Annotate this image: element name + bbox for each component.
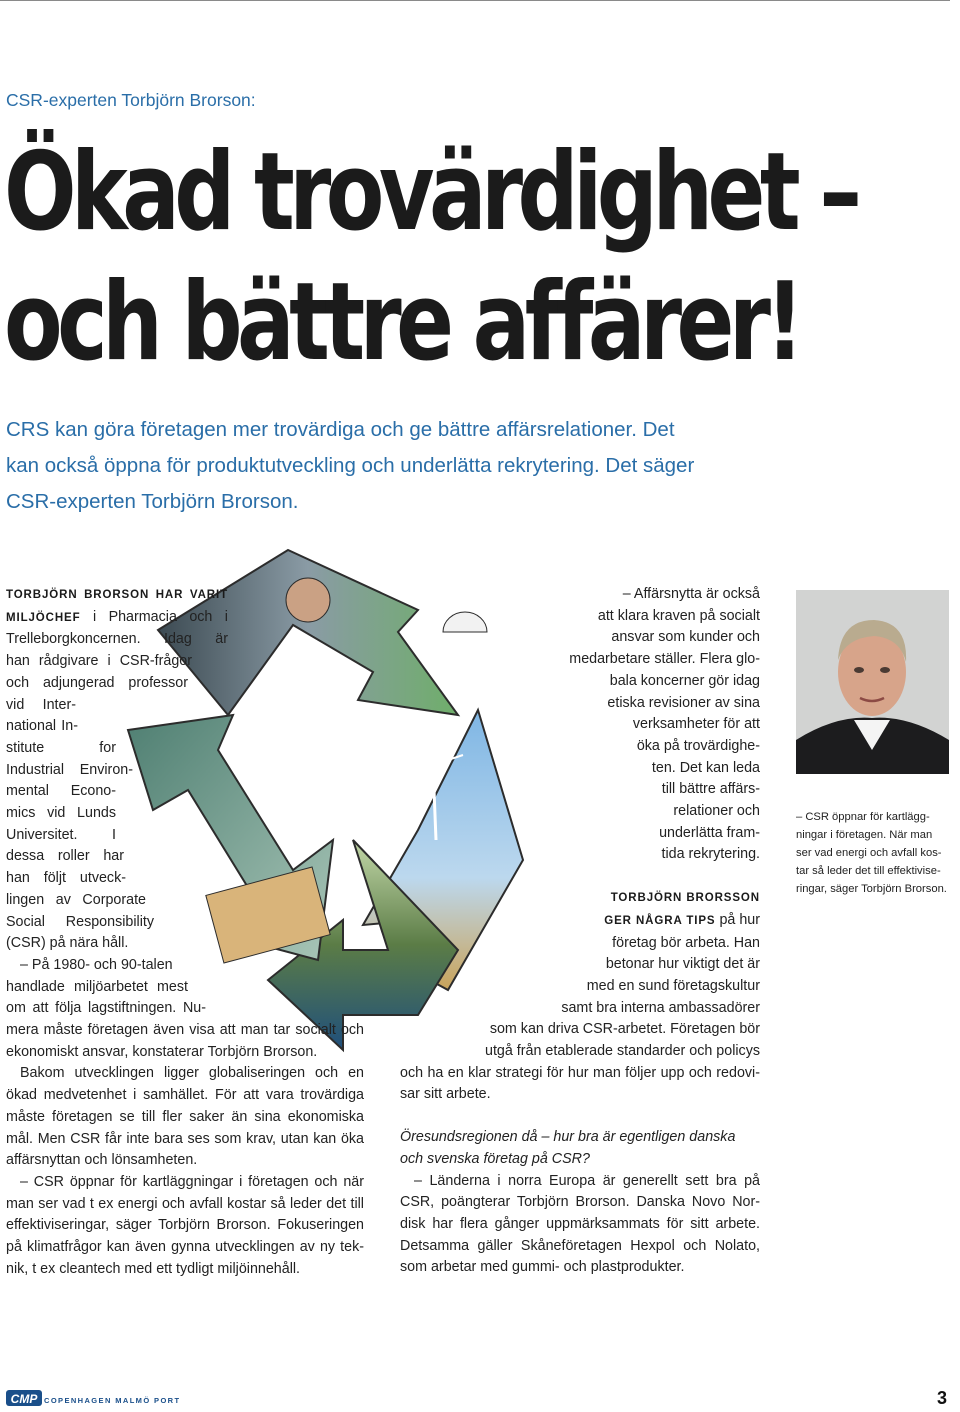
left-line: – CSR öppnar för kartläggningar i företagen och när [20,1173,364,1190]
headline-line-2: och bättre affärer! [4,260,799,385]
top-rule [0,0,950,1]
tips-caps: GER NÅGRA TIPS [604,914,716,927]
left-line: Industrial Environ- [6,761,133,778]
page-number: 3 [937,1388,948,1408]
right-line: CSR, poängterar Torbjörn Brorson. Danska Novo Nor- [400,1194,760,1211]
right-line: öka på trovärdighe- [636,737,760,754]
portrait-photo [796,590,949,774]
right-line: verksamheter för att [632,716,760,733]
right-line: att klara kraven på socialt [597,607,760,624]
right-line: sar sitt arbete. [400,1086,491,1103]
caption-line: – CSR öppnar för kartlägg- [796,811,930,823]
left-line: dessa roller har [6,848,124,865]
right-line: tida rekrytering. [661,846,760,863]
left-line: Social Responsibility [6,913,154,930]
left-line: han följt utveck- [6,870,126,887]
left-line: nik, t ex cleantech med ett tydligt miljöinnehåll. [6,1260,301,1277]
headline-line-1: Ökad trovärdighet – [4,130,857,255]
right-line: företag bör arbeta. Han [612,934,760,951]
kicker: CSR-experten Torbjörn Brorson: [6,90,256,110]
right-line: utgå från etablerade standarder och policys [485,1043,760,1060]
right-line [400,887,760,910]
cmp-logo-icon [6,1388,42,1408]
left-line: mental Econo- [6,783,116,800]
question-line: och svenska företag på CSR? [400,1150,590,1167]
right-line: Detsamma gäller Skåneföretagen Hexpol och Nolato, [400,1237,760,1254]
left-line: mera måste företagen även visa att man tar socialt och [6,1022,364,1039]
photo-caption [796,808,958,898]
left-line: måste företagen se till fler saker än sina ekonomiska [6,1108,364,1125]
tips-caps: TORBJÖRN BRORSSON [610,892,760,905]
right-line: som kan driva CSR-arbetet. Företagen bör [489,1021,760,1038]
left-line: (CSR) på nära håll. [6,935,129,952]
caption-line: ringar, säger Torbjörn Brorson. [796,883,947,895]
right-line: relationer och [673,803,760,820]
right-column [400,584,760,1279]
left-line: Bakom utvecklingen ligger globaliseringen och en [20,1065,364,1082]
caption-line: ser vad energi och avfall kos- [796,847,942,859]
left-line [6,607,228,630]
left-line: ökad medvetenhet i samhället. För att vara trovärdiga [6,1087,364,1104]
right-line: underlätta fram- [659,824,760,841]
left-line: – På 1980- och 90-talen [20,956,173,973]
right-line: disk har flera gånger uppmärksammats för sitt arbete. [400,1215,760,1232]
right-line: bala koncerner gör idag [609,672,760,689]
left-line: han rådgivare i CSR-frågor [6,653,192,670]
left-line: man ser vad t ex energi och avfall kostar så leder det till [6,1195,364,1212]
right-line [400,910,760,933]
left-line: affärsnyttan och lönsamheten. [6,1152,198,1169]
right-line: ten. Det kan leda [651,759,760,776]
left-line: mål. Men CSR får inte bara ses som krav, utan kan öka [6,1130,364,1147]
logo-wordmark: COPENHAGEN MALMÖ PORT [44,1396,181,1405]
right-line: till bättre affärs- [661,781,760,798]
question-line: Öresundsregionen då – hur bra är egentligen danska [400,1129,736,1146]
left-line: och adjungerad professor [6,674,188,691]
left-line: Trelleborgkoncernen. Idag är [6,631,228,648]
left-line: om att följa lagstiftningen. Nu- [6,1000,206,1017]
lead-caps: TORBJÖRN BRORSON HAR VARIT [6,589,228,601]
ingress-line: kan också öppna för produktutveckling och underlätta rekrytering. Det säger [6,454,695,477]
ingress-line: CSR-experten Torbjörn Brorson. [6,490,299,513]
lead-caps: MILJÖCHEF [6,611,81,624]
left-line: handlade miljöarbetet mest [6,978,188,995]
caption-line: tar så leder det till effektivise- [796,865,941,877]
left-line: vid Inter- [6,696,76,713]
left-line: lingen av Corporate [6,891,146,908]
right-line: medarbetare ställer. Flera glo- [569,651,760,668]
svg-text:CMP: CMP [10,1392,38,1406]
left-line: mics vid Lunds [6,805,116,822]
left-text: i Pharmacia och i [80,608,228,625]
right-line: – Länderna i norra Europa är generellt sett bra på [414,1172,760,1189]
right-line: som arbetar med gummi- och plastprodukter. [400,1259,685,1276]
left-line: national In- [6,718,78,735]
ingress-line: CRS kan göra företagen mer trovärdiga och ge bättre affärsrelationer. Det [6,418,675,441]
right-line: och ha en klar strategi för hur man följer upp och redovi- [400,1064,760,1081]
caption-line: ningar i företagen. När man [796,829,933,841]
headline [4,128,857,388]
right-line: betonar hur viktigt det är [605,956,760,973]
right-line: med en sund företagskultur [586,977,760,994]
right-line: – Affärsnytta är också [622,586,760,602]
ingress [6,412,806,520]
left-line: Universitet. I [6,826,116,843]
left-line: stitute for [6,739,116,756]
left-column [6,584,364,1281]
left-line: på klimatfrågor kan även gynna utvecklingen av ny tek- [6,1239,364,1256]
left-line [6,584,228,607]
right-line: etiska revisioner av sina [607,694,760,711]
right-line: ansvar som kunder och [611,629,760,646]
left-line: ekonomiskt ansvar, konstaterar Torbjörn Brorson. [6,1043,318,1060]
right-text: på hur [715,911,760,928]
right-line: samt bra interna ambassadörer [561,999,760,1016]
left-line: effektiviseringar, säger Torbjörn Brorson. Fokuseringen [6,1217,364,1234]
